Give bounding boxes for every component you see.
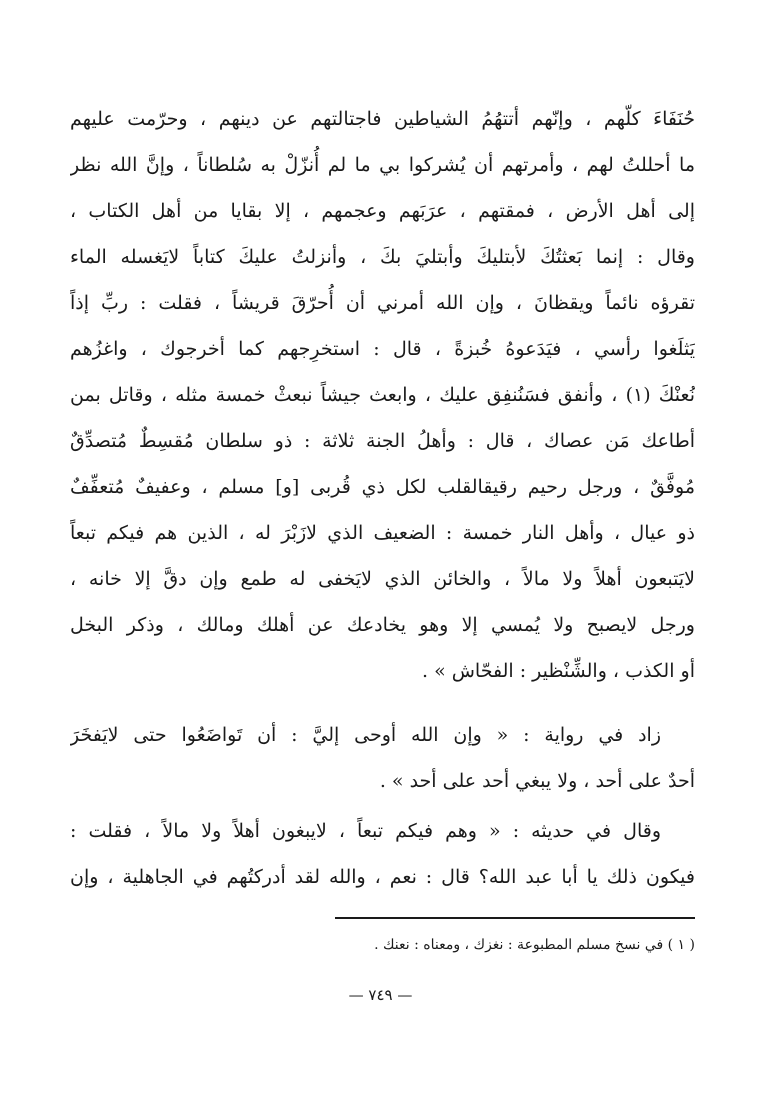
text-line: مُوفَّقٌ ، ورجل رحيم رقيقالقلب لكل ذي قُربى [و] مسلم ، وعفيفٌ مُتعفِّفٌ <box>70 476 695 498</box>
text-line: أطاعك مَن عصاك ، قال : وأهلُ الجنة ثلاثة : ذو سلطان مُقسِطٌ مُتصدِّقٌ <box>70 430 695 452</box>
text-line: لايَتبعون أهلاً ولا مالاً ، والخائن الذي لايَخفى له طمع وإن دقَّ إلا خانه ، <box>70 568 695 590</box>
riwaya-paragraph <box>70 712 695 804</box>
text-line: أحدٌ على أحد ، ولا يبغي أحد على أحد » . <box>379 770 695 792</box>
text-line: وقال في حديثه : « وهم فيكم تبعاً ، لايبغون أهلاً ولا مالاً ، فقلت : <box>70 820 661 842</box>
text-line: يَثلَغوا رأسي ، فيَدَعوهُ خُبزةً ، قال : استخرِجهم كما أخرجوك ، واغزُهم <box>70 338 695 360</box>
text-line: زاد في رواية : « وإن الله أوحى إليَّ : أن تَواضَعُوا حتى لايَفخَرَ <box>70 724 661 746</box>
text-line: نُعنْكَ (١) ، وأنفق فسَنُنفِق عليك ، وابعث جيشاً نبعثْ خمسة مثله ، وقاتل بمن <box>70 384 695 406</box>
page-number: — ٧٤٩ — <box>348 986 413 1004</box>
text-line: ذو عيال ، وأهل النار خمسة : الضعيف الذي لازَبْرَ له ، الذين هم فيكم تبعاً <box>70 522 695 544</box>
text-line: ورجل لايصبح ولا يُمسي إلا وهو يخادعك عن أهلك ومالك ، وذكر البخل <box>70 614 695 636</box>
footnote: ( ١ ) في نسخ مسلم المطبوعة : نغزك ، ومعناه : نعنك . <box>374 937 695 953</box>
text-line: حُنَفَاءَ كلّهم ، وإنّهم أتتهُمُ الشياطين فاجتالتهم عن دينهم ، وحرّمت عليهم <box>70 108 695 130</box>
text-line: تقرؤه نائماً ويقظانَ ، وإن الله أمرني أن أُحرّقَ قريشاً ، فقلت : ربِّ إذاً <box>70 292 695 314</box>
text-line: إلى أهل الأرض ، فمقتهم ، عرَبَهم وعجمهم ، إلا بقايا من أهل الكتاب ، <box>70 200 695 222</box>
hadith-paragraph <box>70 808 695 900</box>
main-paragraph <box>70 96 695 694</box>
text-line: أو الكذب ، والشِّنْظير : الفحّاش » . <box>421 660 695 682</box>
text-line: فيكون ذلك يا أبا عبد الله؟ قال : نعم ، والله لقد أدركتُهم في الجاهلية ، وإن <box>70 866 695 888</box>
footnote-divider <box>335 917 695 919</box>
text-line: ما أحللتُ لهم ، وأمرتهم أن يُشركوا بي ما لم أُنزّلْ به سُلطاناً ، وإنَّ الله نظر <box>70 154 695 176</box>
text-line: وقال : إنما بَعثتُكَ لأبتليكَ وأبتليَ بكَ ، وأنزلتُ عليكَ كتاباً لايَغسله الماء <box>70 246 695 268</box>
